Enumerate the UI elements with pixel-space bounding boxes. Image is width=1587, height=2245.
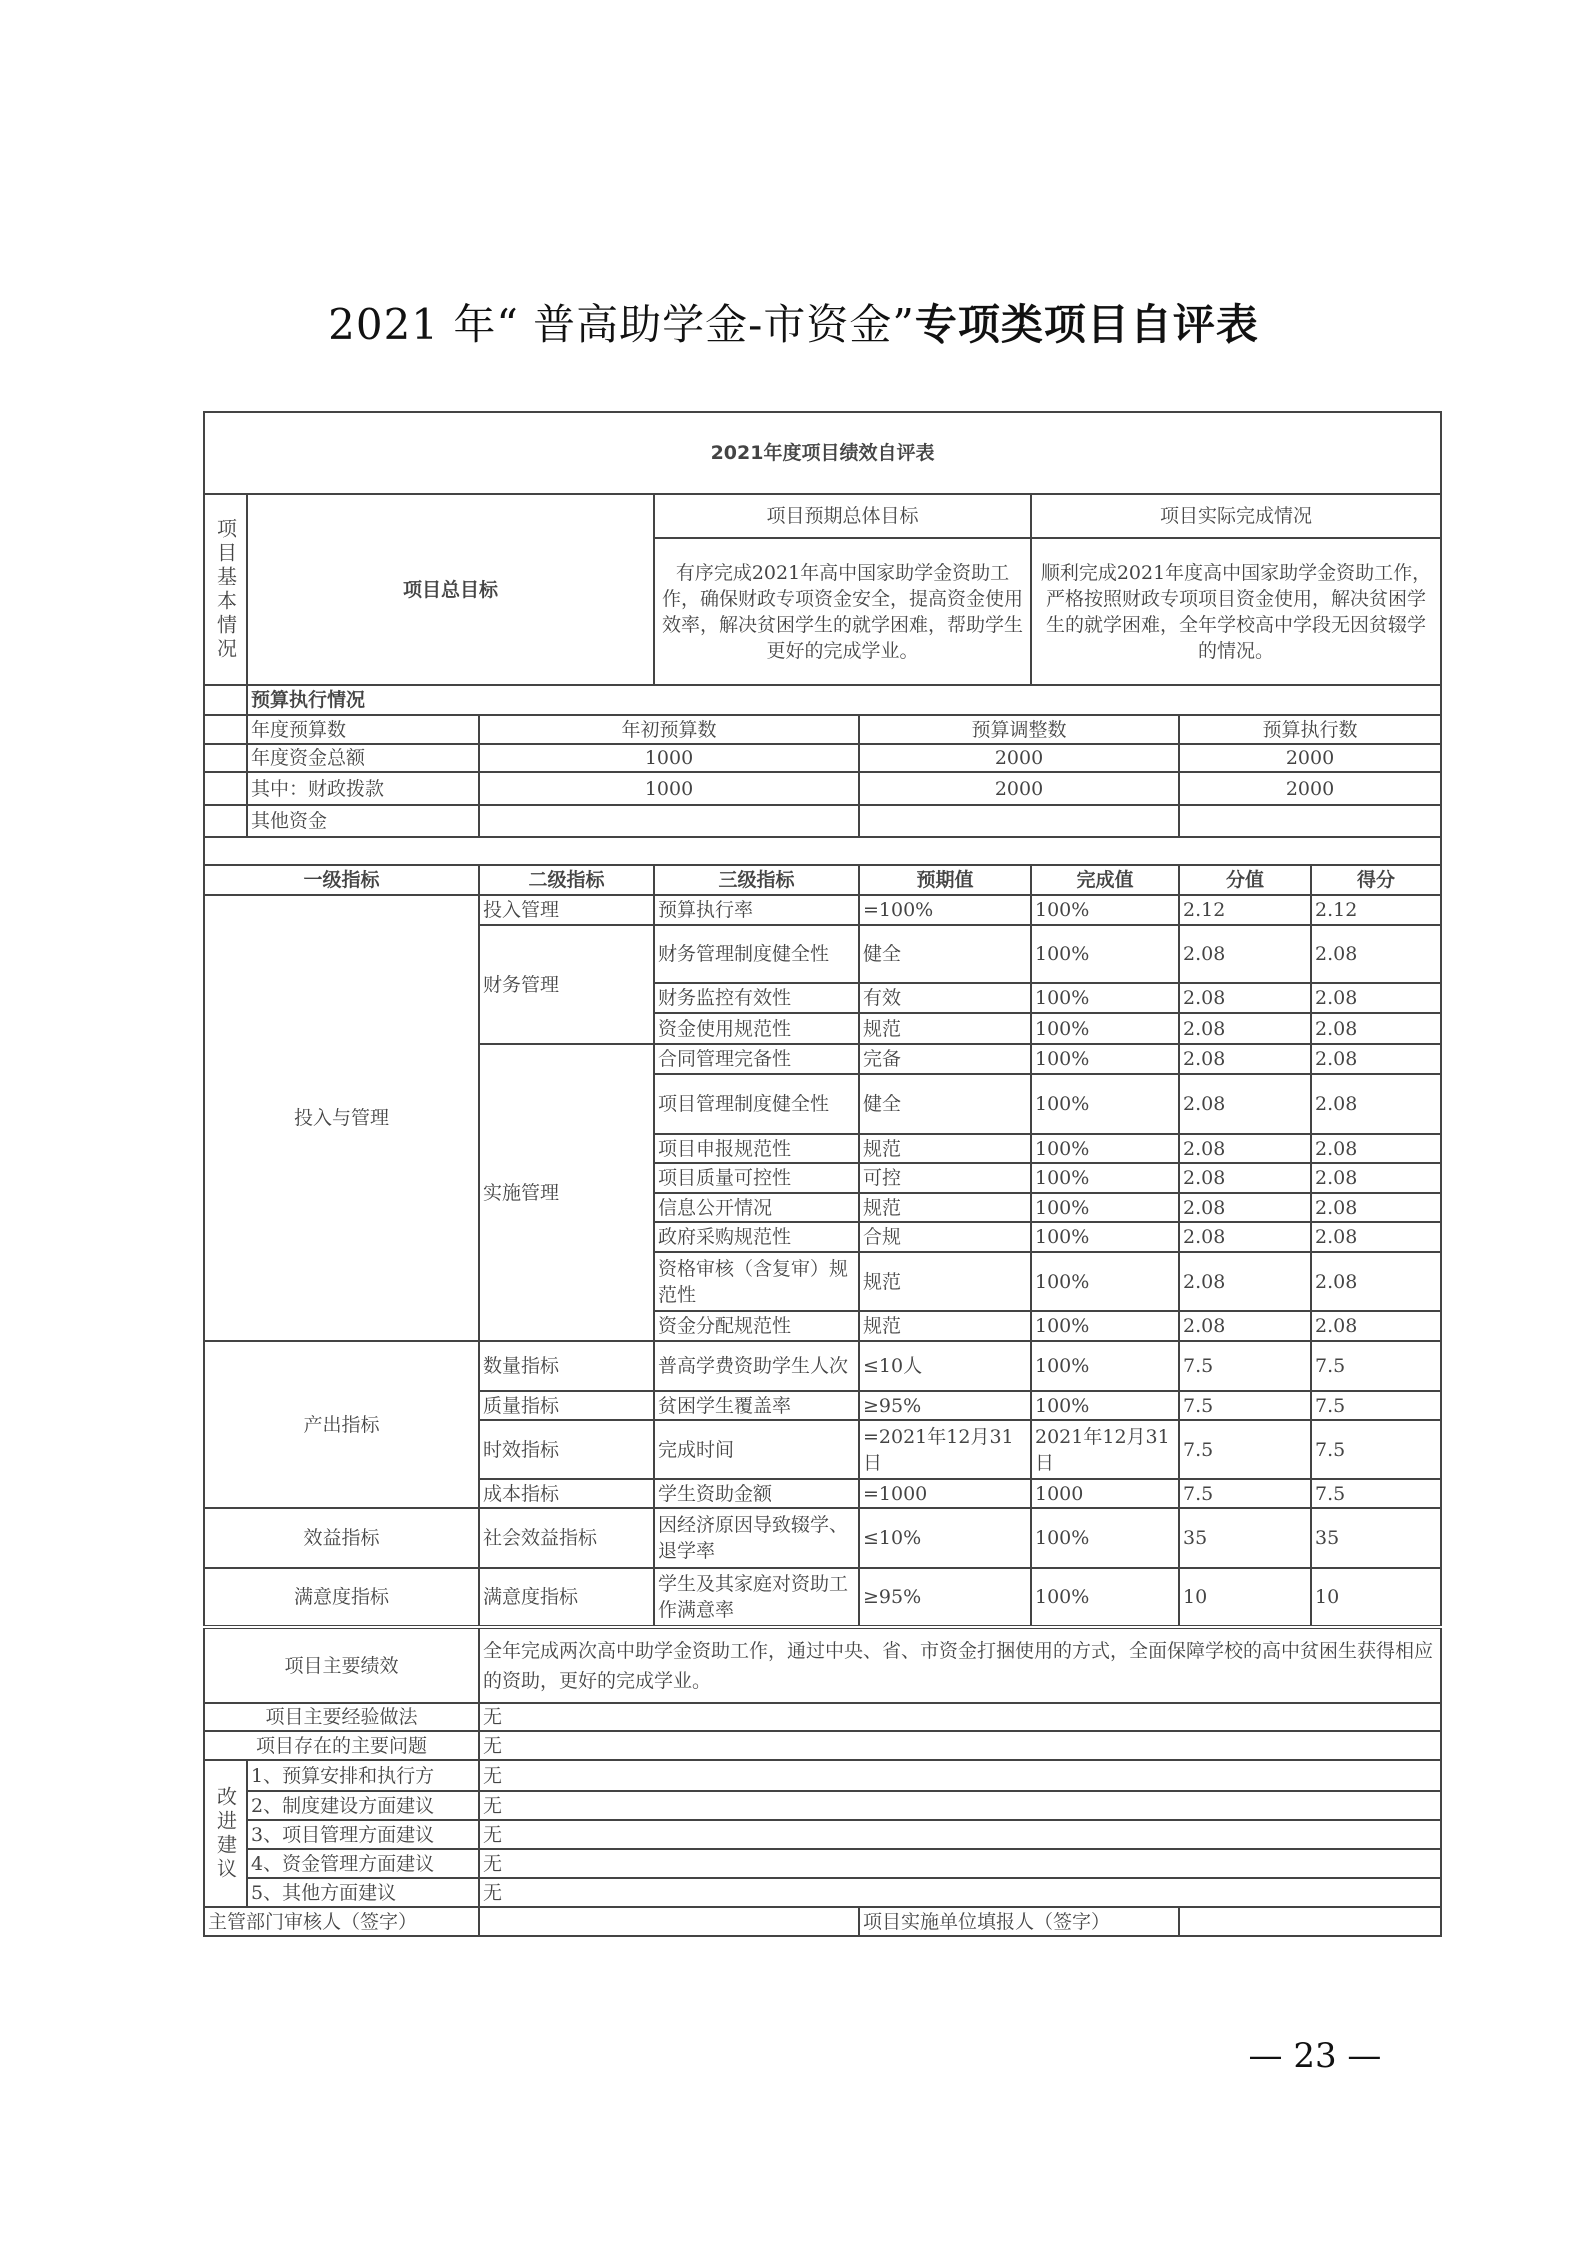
budget-executed-value: 2000	[1179, 744, 1441, 772]
actual-cell: 100%	[1031, 1311, 1179, 1341]
level3-cell: 项目质量可控性	[654, 1163, 859, 1193]
table-row	[204, 1878, 1441, 1907]
actual-cell: 100%	[1031, 1568, 1179, 1627]
suggestion-value: 无	[479, 1760, 1441, 1791]
expected-cell: 合规	[859, 1222, 1031, 1252]
actual-cell: 100%	[1031, 895, 1179, 925]
actual-cell: 100%	[1031, 983, 1179, 1013]
actual-cell: 100%	[1031, 1013, 1179, 1044]
expected-cell: 规范	[859, 1311, 1031, 1341]
weight-cell: 2.08	[1179, 1252, 1311, 1311]
expected-cell: 规范	[859, 1013, 1031, 1044]
budget-executed-value: 2000	[1179, 772, 1441, 805]
level3-cell: 财务管理制度健全性	[654, 925, 859, 983]
table-row	[204, 1341, 1441, 1391]
expected-cell: =2021年12月31日	[859, 1420, 1031, 1479]
score-cell: 2.08	[1311, 1044, 1441, 1074]
level3-cell: 项目管理制度健全性	[654, 1074, 859, 1134]
self-evaluation-table	[203, 411, 1442, 1937]
table-row	[204, 1508, 1441, 1568]
actual-cell: 100%	[1031, 1222, 1179, 1252]
level2-cell: 成本指标	[479, 1479, 654, 1508]
empty-cell	[204, 685, 247, 715]
table-row	[204, 1568, 1441, 1627]
weight-cell: 2.12	[1179, 895, 1311, 925]
expected-cell: ≤10%	[859, 1508, 1031, 1568]
weight-cell: 35	[1179, 1508, 1311, 1568]
table-row	[204, 1791, 1441, 1820]
budget-header-initial: 年初预算数	[479, 715, 859, 744]
problems-value: 无	[479, 1731, 1441, 1760]
budget-initial-value	[479, 805, 859, 837]
weight-cell: 7.5	[1179, 1341, 1311, 1391]
expected-cell: 完备	[859, 1044, 1031, 1074]
table-title: 2021年度项目绩效自评表	[204, 412, 1441, 494]
reporter-label: 项目实施单位填报人（签字）	[859, 1907, 1179, 1936]
expected-cell: 规范	[859, 1134, 1031, 1163]
level3-cell: 资格审核（含复审）规范性	[654, 1252, 859, 1311]
expected-cell: 健全	[859, 1074, 1031, 1134]
level2-cell: 时效指标	[479, 1420, 654, 1479]
table-row	[204, 1849, 1441, 1878]
score-cell: 7.5	[1311, 1420, 1441, 1479]
level2-cell: 满意度指标	[479, 1568, 654, 1627]
indicator-header-level1: 一级指标	[204, 865, 479, 895]
expected-cell: ≥95%	[859, 1568, 1031, 1627]
table-row	[204, 1703, 1441, 1731]
level1-output: 产出指标	[204, 1341, 479, 1508]
score-cell: 2.08	[1311, 1134, 1441, 1163]
score-cell: 2.12	[1311, 895, 1441, 925]
budget-row-label: 其他资金	[247, 805, 479, 837]
level3-cell: 预算执行率	[654, 895, 859, 925]
suggestion-label: 2、制度建设方面建议	[247, 1791, 479, 1820]
performance-text: 全年完成两次高中助学金资助工作，通过中央、省、市资金打捆使用的方式，全面保障学校的高中贫困生获得相应的资助，更好的完成学业。	[479, 1627, 1441, 1703]
weight-cell: 2.08	[1179, 1044, 1311, 1074]
indicator-header-weight: 分值	[1179, 865, 1311, 895]
suggestion-value: 无	[479, 1791, 1441, 1820]
score-cell: 7.5	[1311, 1479, 1441, 1508]
document-title-part2: 专项类项目自评表	[914, 300, 1259, 349]
actual-cell: 100%	[1031, 1252, 1179, 1311]
indicator-header-level3: 三级指标	[654, 865, 859, 895]
level3-cell: 资金分配规范性	[654, 1311, 859, 1341]
budget-row-label: 年度资金总额	[247, 744, 479, 772]
expected-cell: ≤10人	[859, 1341, 1031, 1391]
expected-goal-text: 有序完成2021年高中国家助学金资助工作，确保财政专项资金安全，提高资金使用效率，解决贫困学生的就学困难，帮助学生更好的完成学业。	[654, 538, 1031, 685]
score-cell: 10	[1311, 1568, 1441, 1627]
level3-cell: 项目申报规范性	[654, 1134, 859, 1163]
score-cell: 2.08	[1311, 1222, 1441, 1252]
level2-cell: 投入管理	[479, 895, 654, 925]
performance-label: 项目主要绩效	[204, 1627, 479, 1703]
budget-row-label: 其中：财政拨款	[247, 772, 479, 805]
suggestion-value: 无	[479, 1820, 1441, 1849]
expected-goal-header: 项目预期总体目标	[654, 494, 1031, 538]
expected-cell: 可控	[859, 1163, 1031, 1193]
score-cell: 2.08	[1311, 1074, 1441, 1134]
empty-cell	[204, 744, 247, 772]
suggestion-label: 1、预算安排和执行方	[247, 1760, 479, 1791]
level2-cell: 财务管理	[479, 925, 654, 1044]
level3-cell: 财务监控有效性	[654, 983, 859, 1013]
indicator-header-level2: 二级指标	[479, 865, 654, 895]
level1-benefit: 效益指标	[204, 1508, 479, 1568]
actual-cell: 100%	[1031, 1134, 1179, 1163]
suggestions-side-label: 改进建议	[204, 1760, 247, 1907]
weight-cell: 10	[1179, 1568, 1311, 1627]
empty-cell	[204, 715, 247, 744]
level2-cell: 数量指标	[479, 1341, 654, 1391]
actual-result-header: 项目实际完成情况	[1031, 494, 1441, 538]
actual-cell: 2021年12月31日	[1031, 1420, 1179, 1479]
level3-cell: 完成时间	[654, 1420, 859, 1479]
level2-cell: 社会效益指标	[479, 1508, 654, 1568]
score-cell: 2.08	[1311, 1311, 1441, 1341]
expected-cell: 规范	[859, 1252, 1031, 1311]
actual-cell: 100%	[1031, 1391, 1179, 1420]
actual-result-text: 顺利完成2021年度高中国家助学金资助工作，严格按照财政专项项目资金使用，解决贫困学生的就学困难，全年学校高中学段无因贫辍学的情况。	[1031, 538, 1441, 685]
problems-label: 项目存在的主要问题	[204, 1731, 479, 1760]
experience-value: 无	[479, 1703, 1441, 1731]
reviewer-label: 主管部门审核人（签字）	[204, 1907, 479, 1936]
expected-cell: 健全	[859, 925, 1031, 983]
reporter-signature-field[interactable]	[1179, 1907, 1441, 1936]
weight-cell: 2.08	[1179, 925, 1311, 983]
table-row	[204, 895, 1441, 925]
budget-header-executed: 预算执行数	[1179, 715, 1441, 744]
expected-cell: ≥95%	[859, 1391, 1031, 1420]
level2-cell: 实施管理	[479, 1044, 654, 1341]
budget-adjusted-value: 2000	[859, 744, 1179, 772]
level3-cell: 学生资助金额	[654, 1479, 859, 1508]
score-cell: 2.08	[1311, 1252, 1441, 1311]
document-title	[200, 292, 1387, 352]
weight-cell: 2.08	[1179, 1193, 1311, 1222]
document-title-part1: 2021 年“ 普高助学金-市资金”	[328, 300, 915, 349]
basic-info-side-label: 项目基本情况	[204, 494, 247, 685]
actual-cell: 100%	[1031, 1163, 1179, 1193]
weight-cell: 2.08	[1179, 983, 1311, 1013]
empty-cell	[204, 805, 247, 837]
budget-header-adjusted: 预算调整数	[859, 715, 1179, 744]
weight-cell: 2.08	[1179, 1074, 1311, 1134]
suggestion-label: 3、项目管理方面建议	[247, 1820, 479, 1849]
actual-cell: 100%	[1031, 1074, 1179, 1134]
weight-cell: 7.5	[1179, 1479, 1311, 1508]
weight-cell: 2.08	[1179, 1311, 1311, 1341]
table-row	[204, 1820, 1441, 1849]
weight-cell: 2.08	[1179, 1013, 1311, 1044]
suggestion-label: 5、其他方面建议	[247, 1878, 479, 1907]
level1-input-management: 投入与管理	[204, 895, 479, 1341]
reviewer-signature-field[interactable]	[479, 1907, 859, 1936]
expected-cell: =1000	[859, 1479, 1031, 1508]
level3-cell: 学生及其家庭对资助工作满意率	[654, 1568, 859, 1627]
goal-label: 项目总目标	[247, 494, 654, 685]
indicator-header-score: 得分	[1311, 865, 1441, 895]
budget-adjusted-value: 2000	[859, 772, 1179, 805]
expected-cell: 规范	[859, 1193, 1031, 1222]
budget-adjusted-value	[859, 805, 1179, 837]
score-cell: 2.08	[1311, 925, 1441, 983]
suggestion-value: 无	[479, 1849, 1441, 1878]
score-cell: 2.08	[1311, 1163, 1441, 1193]
level3-cell: 合同管理完备性	[654, 1044, 859, 1074]
score-cell: 2.08	[1311, 1013, 1441, 1044]
score-cell: 7.5	[1311, 1391, 1441, 1420]
actual-cell: 100%	[1031, 1044, 1179, 1074]
budget-executed-value	[1179, 805, 1441, 837]
budget-initial-value: 1000	[479, 772, 859, 805]
level1-satisfaction: 满意度指标	[204, 1568, 479, 1627]
budget-header-year: 年度预算数	[247, 715, 479, 744]
score-cell: 7.5	[1311, 1341, 1441, 1391]
table-row	[204, 1760, 1441, 1791]
level3-cell: 贫困学生覆盖率	[654, 1391, 859, 1420]
actual-cell: 100%	[1031, 925, 1179, 983]
actual-cell: 1000	[1031, 1479, 1179, 1508]
weight-cell: 7.5	[1179, 1391, 1311, 1420]
expected-cell: 有效	[859, 983, 1031, 1013]
actual-cell: 100%	[1031, 1341, 1179, 1391]
level3-cell: 政府采购规范性	[654, 1222, 859, 1252]
indicator-header-actual: 完成值	[1031, 865, 1179, 895]
indicator-header-expected: 预期值	[859, 865, 1031, 895]
empty-cell	[204, 772, 247, 805]
score-cell: 35	[1311, 1508, 1441, 1568]
page-number: — 23 —	[1248, 2036, 1382, 2076]
actual-cell: 100%	[1031, 1193, 1179, 1222]
weight-cell: 2.08	[1179, 1134, 1311, 1163]
actual-cell: 100%	[1031, 1508, 1179, 1568]
suggestion-value: 无	[479, 1878, 1441, 1907]
level3-cell: 因经济原因导致辍学、退学率	[654, 1508, 859, 1568]
budget-section-label: 预算执行情况	[247, 685, 1441, 715]
weight-cell: 7.5	[1179, 1420, 1311, 1479]
level3-cell: 资金使用规范性	[654, 1013, 859, 1044]
table-row	[204, 1907, 1441, 1936]
score-cell: 2.08	[1311, 983, 1441, 1013]
spacer-row	[204, 837, 1441, 865]
weight-cell: 2.08	[1179, 1163, 1311, 1193]
expected-cell: =100%	[859, 895, 1031, 925]
suggestion-label: 4、资金管理方面建议	[247, 1849, 479, 1878]
budget-initial-value: 1000	[479, 744, 859, 772]
level3-cell: 信息公开情况	[654, 1193, 859, 1222]
level2-cell: 质量指标	[479, 1391, 654, 1420]
table-row	[204, 1731, 1441, 1760]
level3-cell: 普高学费资助学生人次	[654, 1341, 859, 1391]
score-cell: 2.08	[1311, 1193, 1441, 1222]
weight-cell: 2.08	[1179, 1222, 1311, 1252]
experience-label: 项目主要经验做法	[204, 1703, 479, 1731]
table-row	[204, 1627, 1441, 1703]
